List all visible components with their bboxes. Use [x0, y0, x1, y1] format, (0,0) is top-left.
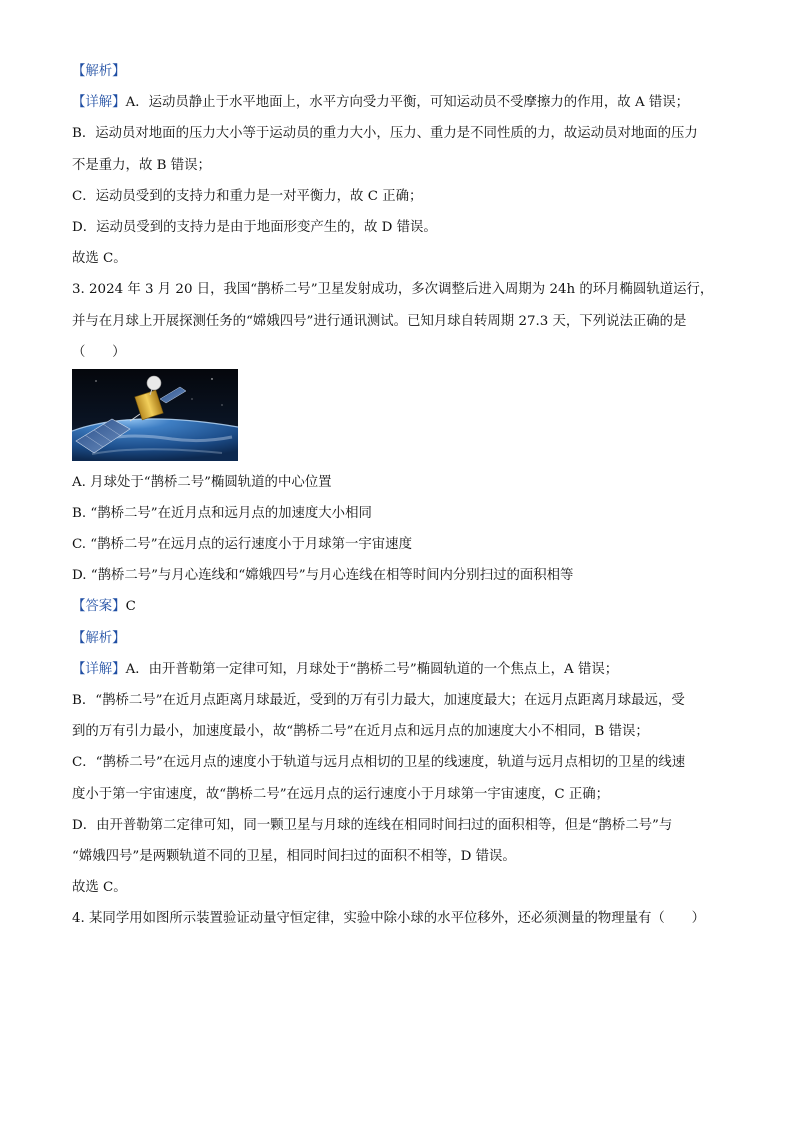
q3-option-d: D. “鹊桥二号”与月心连线和“嫦娥四号”与月心连线在相等时间内分别扫过的面积相等	[72, 568, 574, 584]
q3-detail-b1: B．“鹊桥二号”在近月点距离月球最近，受到的万有引力最大，加速度最大；在远月点距离月球最远，受	[72, 693, 685, 708]
q2-detail-line	[72, 93, 732, 113]
q4-stem: 4. 某同学用如图所示装置验证动量守恒定律，实验中除小球的水平位移外，还必须测量的物理量有（ ）	[72, 911, 705, 927]
q3-detail-line	[72, 660, 732, 680]
q3-detail-d2: “嫦娥四号”是两颗轨道不同的卫星，相同时间扫过的面积不相等，D 错误。	[72, 848, 516, 864]
q2-detail-a: A．运动员静止于水平地面上，水平方向受力平衡，可知运动员不受摩擦力的作用，故 A 错误；	[125, 95, 690, 111]
q3-detail-a: A．由开普勒第一定律可知，月球处于“鹊桥二号”椭圆轨道的一个焦点上，A 错误；	[125, 661, 619, 677]
q2-detail-b2: 不是重力，故 B 错误；	[72, 157, 211, 173]
q2-detail-b1: B．运动员对地面的压力大小等于运动员的重力大小，压力、重力是不同性质的力，故运动员对地面的压力	[72, 126, 698, 142]
q3-answer-tag: 【答案】	[72, 599, 126, 615]
q3-option-b: B. “鹊桥二号”在近月点和远月点的加速度大小相同	[72, 505, 372, 521]
q3-answer-value: C	[125, 599, 136, 615]
q3-detail-tag: 【详解】	[72, 661, 126, 677]
q3-detail-c1: C．“鹊桥二号”在远月点的速度小于轨道与远月点相切的卫星的线速度，轨道与远月点相切的卫星的线速	[72, 755, 686, 771]
q3-detail-b2: 到的万有引力最小，加速度最小，故“鹊桥二号”在近月点和远月点的加速度大小不相同，B 错误；	[72, 724, 649, 740]
q3-detail-d1: D．由开普勒第二定律可知，同一颗卫星与月球的连线在相同时间扫过的面积相等，但是“鹊桥二号”与	[72, 817, 673, 833]
q2-detail-c: C．运动员受到的支持力和重力是一对平衡力，故 C 正确；	[72, 188, 423, 204]
document-page	[72, 62, 732, 941]
q3-option-c: C. “鹊桥二号”在远月点的运行速度小于月球第一宇宙速度	[72, 537, 412, 553]
q3-analysis-header: 【解析】	[72, 630, 126, 646]
q3-answer-paren: （ ）	[72, 344, 126, 360]
q2-analysis-header: 【解析】	[72, 64, 126, 79]
q2-detail-tag: 【详解】	[72, 95, 126, 111]
q3-stem-line2: 并与在月球上开展探测任务的“嫦娥四号”进行通讯测试。已知月球自转周期 27.3 天，下列说法正确的是	[72, 313, 687, 329]
satellite-image	[72, 369, 238, 461]
q3-answer-line	[72, 597, 732, 617]
q3-detail-c2: 度小于第一宇宙速度，故“鹊桥二号”在远月点的运行速度小于月球第一宇宙速度，C 正确；	[72, 786, 610, 802]
q3-option-a: A. 月球处于“鹊桥二号”椭圆轨道的中心位置	[72, 474, 332, 490]
q2-detail-d: D．运动员受到的支持力是由于地面形变产生的，故 D 错误。	[72, 219, 437, 235]
q3-conclusion: 故选 C。	[72, 880, 127, 896]
q2-conclusion: 故选 C。	[72, 251, 127, 267]
q3-stem-line1: 3. 2024 年 3 月 20 日，我国“鹊桥二号”卫星发射成功，多次调整后进入周期为 24h 的环月椭圆轨道运行，	[72, 282, 714, 298]
